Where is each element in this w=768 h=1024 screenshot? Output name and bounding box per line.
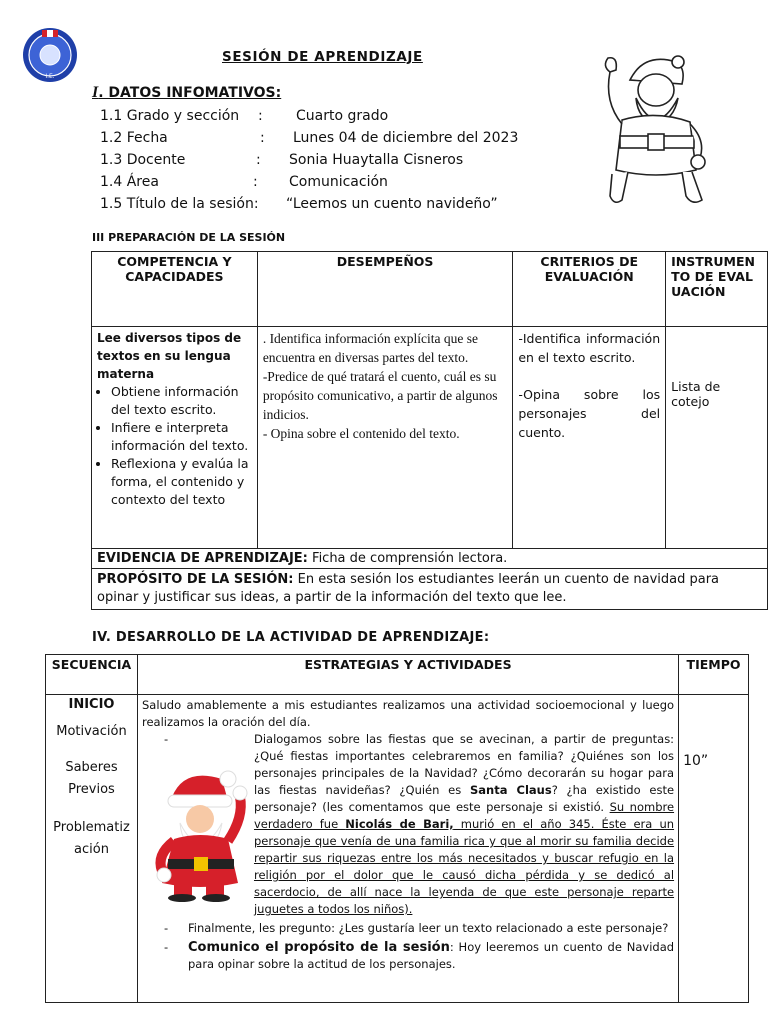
comunico-item	[142, 939, 674, 973]
info-value: Sonia Huaytalla Cisneros	[289, 152, 464, 168]
section-heading-preparacion: III PREPARACIÓN DE LA SESIÓN	[92, 231, 286, 244]
comunico-text: : Hoy leeremos un cuento de Navidad para opinar sobre la actitud de los personajes.	[187, 940, 675, 971]
datos-informativos	[100, 108, 580, 218]
info-row-area	[100, 174, 580, 196]
info-label: 1.4 Área	[100, 174, 159, 190]
col-header-desempenos: DESEMPEÑOS	[257, 252, 513, 327]
instrumento-cell: Lista de cotejo	[666, 327, 768, 549]
santa-claus-text: Santa Claus	[469, 783, 552, 797]
dash-bullet: -	[163, 732, 169, 746]
table-row	[46, 695, 749, 1003]
info-value: Lunes 04 de diciembre del 2023	[293, 130, 519, 146]
dialogo-text-2: ? ¿ha existido este personaje? (les comentamos que este personaje si existió.	[253, 783, 675, 814]
section-heading-datos	[92, 84, 281, 102]
table-row	[92, 327, 768, 549]
criterios-cell	[513, 327, 666, 549]
desempeno-item: -Predice de qué tratará el cuento, cuál es su propósito comunicativo, a partir de algunos indicios.	[262, 369, 498, 422]
capacidades-list	[97, 383, 252, 509]
section-heading-text: . DATOS INFOMATIVOS:	[98, 85, 282, 101]
criterio-item: -Identifica información en el texto escrito.	[518, 331, 661, 365]
table-header-row	[46, 655, 749, 695]
info-row-grado	[100, 108, 580, 130]
comunico-label: Comunico el propósito de la sesión	[187, 940, 450, 955]
school-logo	[22, 26, 78, 84]
preparacion-table	[91, 251, 768, 610]
col-header-instrumento: INSTRUMENTO DE EVALUACIÓN	[666, 252, 768, 327]
info-label: 1.3 Docente	[100, 152, 186, 168]
desempeno-item: - Opina sobre el contenido del texto.	[262, 426, 460, 441]
secuencia-cell	[46, 695, 138, 1003]
col-header-estrategias: ESTRATEGIAS Y ACTIVIDADES	[137, 655, 678, 695]
svg-text:I.E.: I.E.	[45, 73, 55, 80]
finalmente-item	[142, 920, 674, 937]
evidencia-row	[92, 549, 768, 569]
proposito-cell	[92, 569, 768, 610]
criterio-item: -Opina sobre los personajes del cuento.	[518, 387, 661, 440]
desarrollo-table	[45, 654, 749, 1003]
info-colon: :	[256, 152, 261, 168]
dash-bullet: -	[163, 940, 169, 954]
section-heading-desarrollo: IV. DESARROLLO DE LA ACTIVIDAD DE APRENDIZAJE:	[92, 630, 490, 645]
dash-bullet: -	[163, 921, 169, 935]
info-colon: :	[260, 130, 265, 146]
evidencia-label: EVIDENCIA DE APRENDIZAJE:	[97, 551, 308, 566]
inicio-label: INICIO	[68, 697, 115, 712]
info-label: 1.5 Título de la sesión:	[100, 196, 259, 212]
info-colon: :	[253, 174, 258, 190]
saludo-text: Saludo amablemente a mis estudiantes realizamos una actividad socioemocional y luego realizamos la oración del día.	[141, 698, 675, 729]
info-colon: :	[258, 108, 263, 124]
evidencia-value: Ficha de comprensión lectora.	[312, 551, 508, 566]
historia-text-2: murió en el año 345. Éste era un personaje que venía de una familia rica y que al morir su familia decide repartir sus riquezas entre los más necesitados y buscar refugio en la religión por el dolor que le causó dicha pérdida y se dedicó al sacerdocio, de allí nace la leyenda de que este personaje reparte juguetes a todos los niños).	[253, 817, 675, 916]
fase-motivacion: Motivación	[56, 724, 127, 739]
info-value: “Leemos un cuento navideño”	[286, 196, 498, 212]
finalmente-text: Finalmente, les pregunto: ¿Les gustaría leer un texto relacionado a este personaje?	[187, 921, 669, 935]
col-header-tiempo: TIEMPO	[679, 655, 749, 695]
desempeno-item: . Identifica información explícita que se encuentra en diversas partes del texto.	[262, 331, 478, 365]
list-item: • Reflexiona y evalúa la forma, el contenido y contexto del texto	[111, 455, 252, 509]
info-row-fecha	[100, 130, 580, 152]
info-value: Comunicación	[289, 174, 388, 190]
list-item: • Obtiene información del texto escrito.	[111, 383, 252, 419]
estrategias-cell	[137, 695, 678, 1003]
session-title: SESIÓN DE APRENDIZAJE	[222, 49, 423, 65]
dialogo-text: Dialogamos sobre las fiestas que se avecinan, a partir de preguntas: ¿Qué fiestas importantes celebraremos en familia? ¿Quiénes son los personajes principales de la Navidad? ¿Cómo decorarán su hogar para las fiestas navideñas? ¿Quién es	[253, 732, 675, 797]
tiempo-cell: 10”	[679, 695, 749, 1003]
santa-drawing	[592, 50, 710, 210]
info-label: 1.1 Grado y sección	[100, 108, 240, 124]
dialogo-item	[142, 731, 674, 918]
nicolas-text: Nicolás de Bari,	[345, 817, 454, 831]
col-header-criterios: CRITERIOS DE EVALUACIÓN	[513, 252, 666, 327]
col-header-competencia: COMPETENCIA Y CAPACIDADES	[92, 252, 258, 327]
proposito-row	[92, 569, 768, 610]
table-header-row	[92, 252, 768, 327]
fase-saberes-previos: Saberes Previos	[65, 760, 118, 797]
col-header-secuencia: SECUENCIA	[46, 655, 138, 695]
info-row-docente	[100, 152, 580, 174]
info-row-titulo	[100, 196, 580, 218]
proposito-label: PROPÓSITO DE LA SESIÓN:	[97, 572, 294, 587]
historia-text: Su nombre verdadero fue	[253, 800, 675, 831]
competencia-title: Lee diversos tipos de textos en su lengua materna	[97, 331, 242, 381]
section-number: I	[92, 84, 99, 101]
list-item: • Infiere e interpreta información del texto.	[111, 419, 252, 455]
evidencia-cell	[92, 549, 768, 569]
info-label: 1.2 Fecha	[100, 130, 168, 146]
proposito-value: En esta sesión los estudiantes leerán un cuento de navidad para opinar y justificar sus ideas, a partir de la información del texto que lee.	[97, 572, 720, 605]
desempenos-cell	[257, 327, 513, 549]
santa-illustration	[144, 767, 254, 907]
info-value: Cuarto grado	[296, 108, 389, 124]
fase-problematizacion: Problematización	[53, 820, 130, 857]
competencia-cell	[92, 327, 258, 549]
